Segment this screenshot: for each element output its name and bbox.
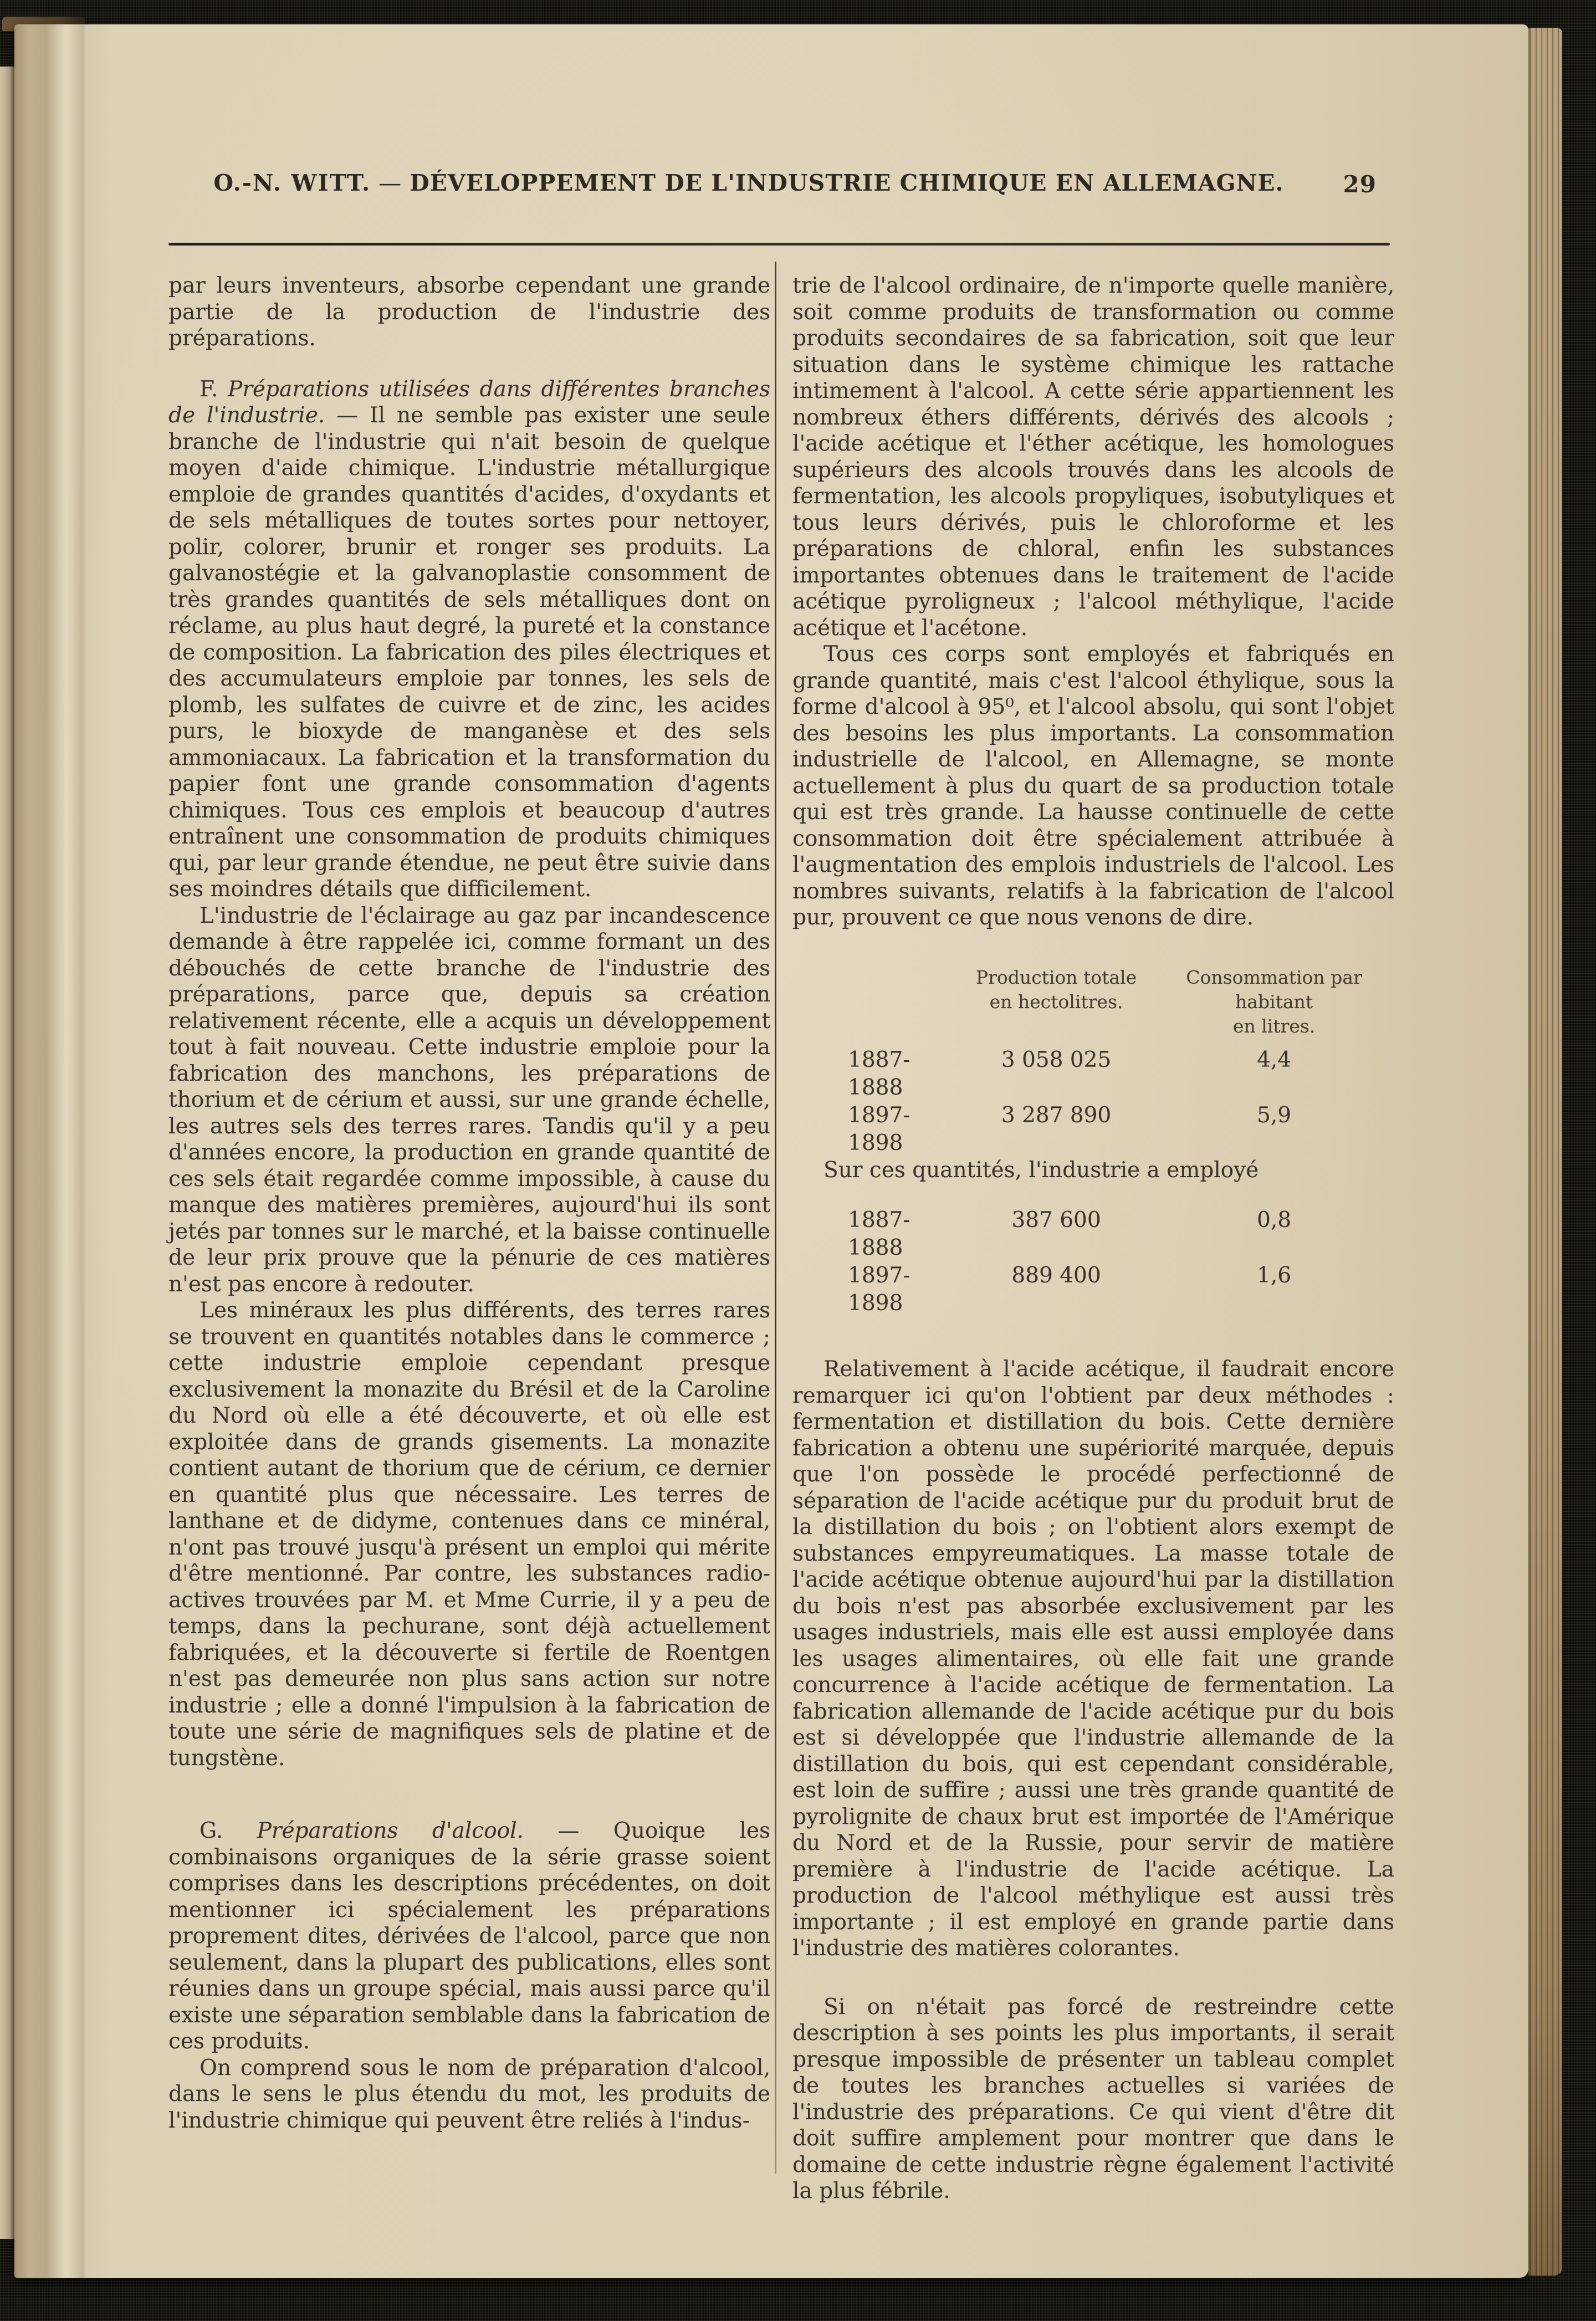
table-cell-consumption: 5,9	[1256, 1102, 1292, 1128]
table-row	[792, 1262, 1394, 1317]
table-cell-production: 3 058 025	[1001, 1047, 1112, 1072]
page-number: 29	[1343, 171, 1377, 198]
paragraph: trie de l'alcool ordinaire, de n'importe quelle manière, soit comme produits de transformation ou comme produits secondaires de sa fabrication, soit que leur situation dans le système chimique les rattache intimement à l'alcool. A cette série appartiennent les nombreux éthers différents, dérivés des alcools ; l'acide acétique et l'éther acétique, les homologues supérieurs des alcools trouvés dans les alcools de fermentation, les alcools propyliques, isobutyliques et tous leurs dérivés, puis le chloroforme et les préparations de chloral, enfin les substances importantes obtenues dans le traitement de l'acide acétique pyroligneux ; l'alcool méthylique, l'acide acétique et l'acétone.	[792, 273, 1394, 641]
table-cell-quantity: 387 600	[1011, 1208, 1101, 1233]
table-cell-period: 1887-1888	[848, 1047, 910, 1100]
paragraph: Tous ces corps sont employés et fabriqués en grande quantité, mais c'est l'alcool éthylique, sous la forme d'alcool à 95⁰, et l'alcool absolu, qui sont l'objet des besoins les plus importants. La consommation industrielle de l'alcool, en Allemagne, se monte actuellement à plus du quart de sa production totale qui est très grande. La hausse continuelle de cette consommation doit être spécialement attribuée à l'augmentation des emplois industriels de l'alcool. Les nombres suivants, relatifs à la fabrication de l'alcool pur, prouvent ce que nous venons de dire.	[792, 642, 1394, 930]
paragraph: On comprend sous le nom de préparation d'alcool, dans le sens le plus étendu du mot, les produits de l'industrie chimique qui peuvent être reliés à l'indus-	[168, 2055, 770, 2133]
production-consumption-table	[792, 965, 1394, 1157]
page-edge-stack	[1528, 28, 1562, 2276]
header-rule	[168, 243, 1390, 246]
industry-usage-table	[792, 1206, 1394, 1317]
table-header-row	[792, 965, 1394, 1039]
paragraph: L'industrie de l'éclairage au gaz par incandescence demande à être rappelée ici, comme formant un des débouchés de cette branche de l'industrie des préparations, parce que, depuis sa création relativement récente, elle a acquis un développement tout à fait nouveau. Cette industrie emploie pour la fabrication des manchons, les préparations de thorium et de cérium et aussi, sur une grande échelle, les autres sels des terres rares. Tandis qu'il y a peu d'années encore, la production en grande quantité de ces sels était regardée comme impossible, à cause du manque des matières premières, aujourd'hui ils sont jetés par tonnes sur le marché, et la baisse continuelle de leur prix prouve que la pénurie de ces matières n'est pas encore à redouter.	[168, 903, 770, 1297]
section-letter: G.	[200, 1818, 257, 1843]
right-text-column	[792, 273, 1394, 2205]
table-cell-consumption: 4,4	[1256, 1047, 1292, 1072]
table-cell-per-capita: 0,8	[1256, 1208, 1292, 1233]
table-header-consumption: Consommation par habitant en litres.	[1186, 966, 1362, 1037]
table-cell-period: 1887-1888	[848, 1208, 910, 1260]
table-cell-quantity: 889 400	[1011, 1263, 1101, 1288]
header-separator: —	[378, 170, 402, 196]
section-g-paragraph	[168, 1818, 770, 2055]
table-cell-per-capita: 1,6	[1256, 1263, 1292, 1288]
running-header	[168, 170, 1390, 208]
paragraph: Les minéraux les plus différents, des terres rares se trouvent en quantités notables dans le commerce ; cette industrie emploie cependant presque exclusivement la monazite du Brésil et de la Caroline du Nord où elle a été découverte, et où elle est exploitée dans de grands gisements. La monazite contient autant de thorium que de cérium, ce dernier en quantité plus que nécessaire. Les terres de lanthane et de didyme, contenues dans ce minéral, n'ont pas trouvé jusqu'à présent un emploi qui mérite d'être mentionné. Par contre, les substances radio-actives trouvées par M. et Mme Currie, il y a peu de temps, dans la pechurane, sont déjà actuellement fabriquées, et la découverte si fertile de Roentgen n'est pas demeurée non plus sans action sur notre industrie ; elle a donné l'impulsion à la fabrication de toute une série de magnifiques sels de platine et de tungstène.	[168, 1298, 770, 1771]
table-row	[792, 1102, 1394, 1157]
paragraph: Si on n'était pas forcé de restreindre cette description à ses points les plus importants, il serait presque impossible de présenter un tableau complet de toutes les branches actuelles si variées de l'industrie des préparations. Ce qui vient d'être dit doit suffire amplement pour montrer que dans le domaine de cette industrie règne également l'activité la plus fébrile.	[792, 1994, 1394, 2204]
section-letter: F.	[200, 376, 228, 402]
table-row	[792, 1046, 1394, 1102]
table-header-production: Production totale en hectolitres.	[975, 966, 1137, 1013]
table-cell-production: 3 287 890	[1001, 1102, 1112, 1128]
table-cell-period: 1897-1898	[848, 1263, 910, 1316]
section-title-italic: Préparations utilisées dans différentes branches de l'industrie.	[168, 376, 770, 428]
section-title-italic: Préparations d'alcool.	[257, 1818, 524, 1843]
article-title: DÉVELOPPEMENT DE L'INDUSTRIE CHIMIQUE EN ALLEMAGNE.	[410, 170, 1284, 196]
section-body: — Quoique les combinaisons organiques de la série grasse soient comprises dans les descriptions précédentes, on doit mentionner ici spécialement les préparations proprement dites, dérivées de l'alcool, parce que non seulement, dans la plupart des publications, elles sont réunies dans un groupe spécial, mais aussi parce qu'il existe une séparation semblable dans la fabrication de ces produits.	[168, 1818, 770, 2054]
table-cell-period: 1897-1898	[848, 1102, 910, 1156]
left-text-column	[168, 273, 770, 2134]
paragraph: Relativement à l'acide acétique, il faudrait encore remarquer ici qu'on l'obtient par deux méthodes : fermentation et distillation du bois. Cette dernière fabrication a obtenu une supériorité marquée, depuis que l'on possède le procédé perfectionné de séparation de l'acide acétique pur du produit brut de la distillation du bois ; on l'obtient alors exempt de substances empyreumatiques. La masse totale de l'acide acétique obtenue aujourd'hui par la distillation du bois n'est pas absorbée exclusivement par les usages industriels, mais elle est aussi employée dans les usages alimentaires, où elle fait une grande concurrence à l'acide acétique de fermentation. La fabrication allemande de l'acide acétique pur du bois est si développée que l'industrie allemande de la distillation du bois, qui est cependant considérable, est loin de suffire ; aussi une très grande quantité de pyrolignite de chaux brut est importée de l'Amérique du Nord et de la Russie, pour servir de matière première à l'industrie de l'acide acétique. La production de l'alcool méthylique est aussi très importante ; il est employé en grande partie dans l'industrie des matières colorantes.	[792, 1357, 1394, 1961]
running-header-text	[168, 170, 1390, 196]
section-body: — Il ne semble pas exister une seule branche de l'industrie qui n'ait besoin de quelque moyen d'aide chimique. L'industrie métallurgique emploie de grandes quantités d'acides, d'oxydants et de sels métalliques de toutes sortes pour nettoyer, polir, colorer, brunir et ronger ses produits. La galvanostégie et la galvanoplastie consomment de très grandes quantités de sels métalliques dont on réclame, au plus haut degré, la pureté et la constance de composition. La fabrication des piles électriques et des accumulateurs emploie par tonnes, les sels de plomb, les sulfates de cuivre et de zinc, les acides purs, le bioxyde de manganèse et des sels ammoniacaux. La fabrication et la transformation du papier font une grande consommation d'agents chimiques. Tous ces emplois et beaucoup d'autres entraînent une consommation de produits chimiques qui, par leur grande étendue, ne peut être suivie dans ses moindres détails que difficilement.	[168, 403, 770, 902]
journal-page	[14, 24, 1528, 2278]
gutter-fold-highlight	[48, 24, 86, 2278]
table-row	[792, 1206, 1394, 1262]
section-f-paragraph	[168, 376, 770, 903]
paragraph: par leurs inventeurs, absorbe cependant une grande partie de la production de l'industrie des préparations.	[168, 273, 770, 351]
facing-page-edge	[0, 67, 14, 2239]
table2-intro-line: Sur ces quantités, l'industrie a employé	[823, 1157, 1259, 1183]
author-name: O.-N. WITT.	[213, 170, 371, 196]
column-divider-rule	[775, 262, 776, 2174]
table-header-spacer	[792, 965, 959, 1039]
